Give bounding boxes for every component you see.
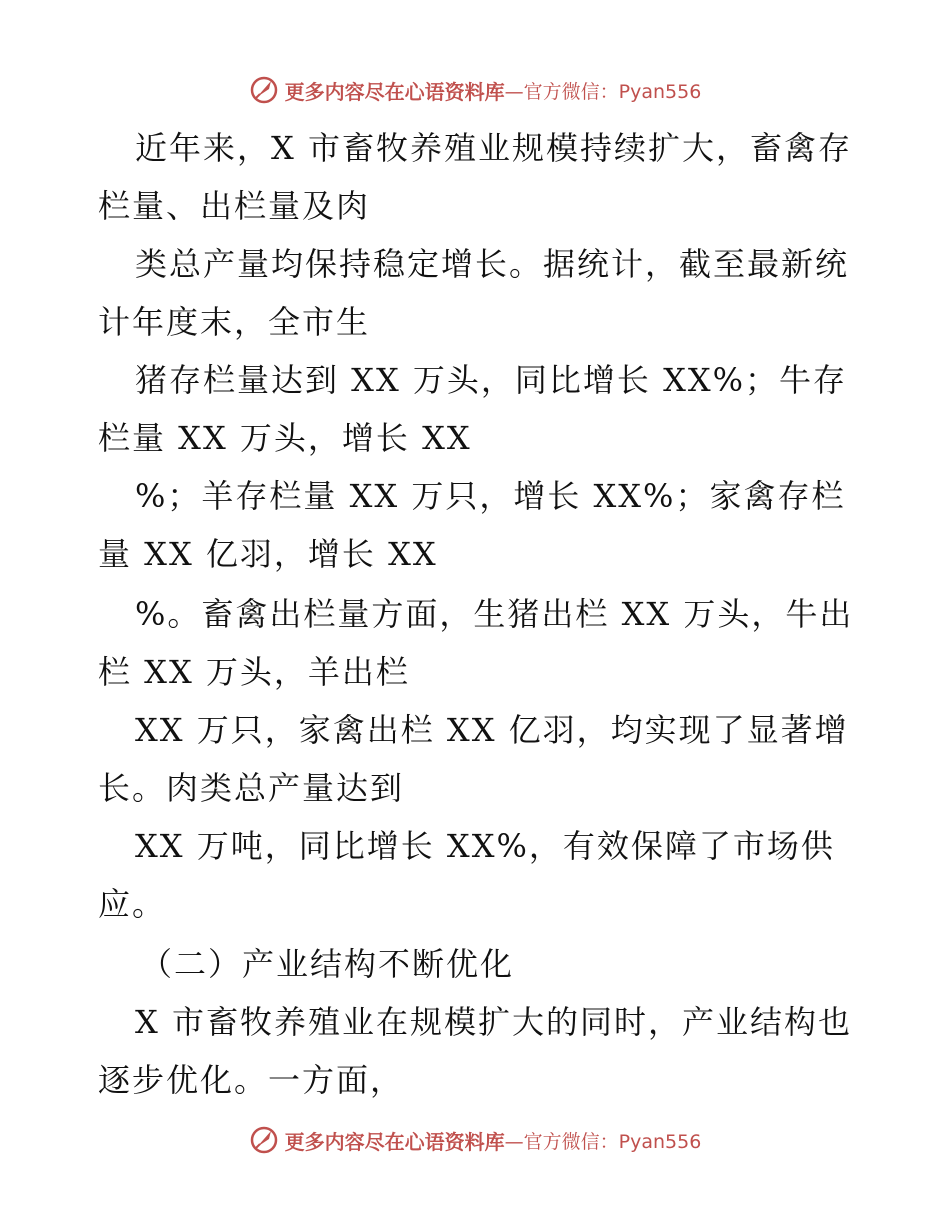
watermark-sub-text: —官方微信：Pyan556 <box>504 80 702 103</box>
text-line: %；羊存栏量 XX 万只，增长 XX%；家禽存栏 <box>135 477 846 515</box>
text-line: 逐步优化。一方面， <box>98 1061 405 1099</box>
text-line: 计年度末，全市生 <box>98 303 371 341</box>
section-heading: （二）产业结构不断优化 <box>140 945 515 983</box>
text-line: 量 XX 亿羽，增长 XX <box>98 535 438 573</box>
text-line: 猪存栏量达到 XX 万头，同比增长 XX%；牛存 <box>135 361 848 399</box>
text-line: 栏 XX 万头，羊出栏 <box>98 653 410 691</box>
text-line: 应。 <box>98 885 167 923</box>
text-line: X 市畜牧养殖业在规模扩大的同时，产业结构也 <box>135 1003 852 1041</box>
watermark-sub-text: —官方微信：Pyan556 <box>504 1130 702 1153</box>
text-line: 类总产量均保持稳定增长。据统计，截至最新统 <box>135 245 850 283</box>
watermark-main-text: 更多内容尽在心语资料库 <box>284 1129 505 1154</box>
text-line: %。畜禽出栏量方面，生猪出栏 XX 万头，牛出 <box>135 595 854 633</box>
quill-logo-icon <box>249 1125 279 1155</box>
footer-watermark <box>0 1122 950 1158</box>
text-line: XX 万只，家禽出栏 XX 亿羽，均实现了显著增 <box>135 711 849 749</box>
text-line: 栏量、出栏量及肉 <box>98 187 371 225</box>
text-line: 近年来，X 市畜牧养殖业规模持续扩大，畜禽存 <box>135 129 852 167</box>
text-line: 长。肉类总产量达到 <box>98 769 405 807</box>
watermark-main-text: 更多内容尽在心语资料库 <box>284 79 505 104</box>
text-line: 栏量 XX 万头，增长 XX <box>98 419 472 457</box>
text-line: XX 万吨，同比增长 XX%，有效保障了市场供 <box>135 827 835 865</box>
